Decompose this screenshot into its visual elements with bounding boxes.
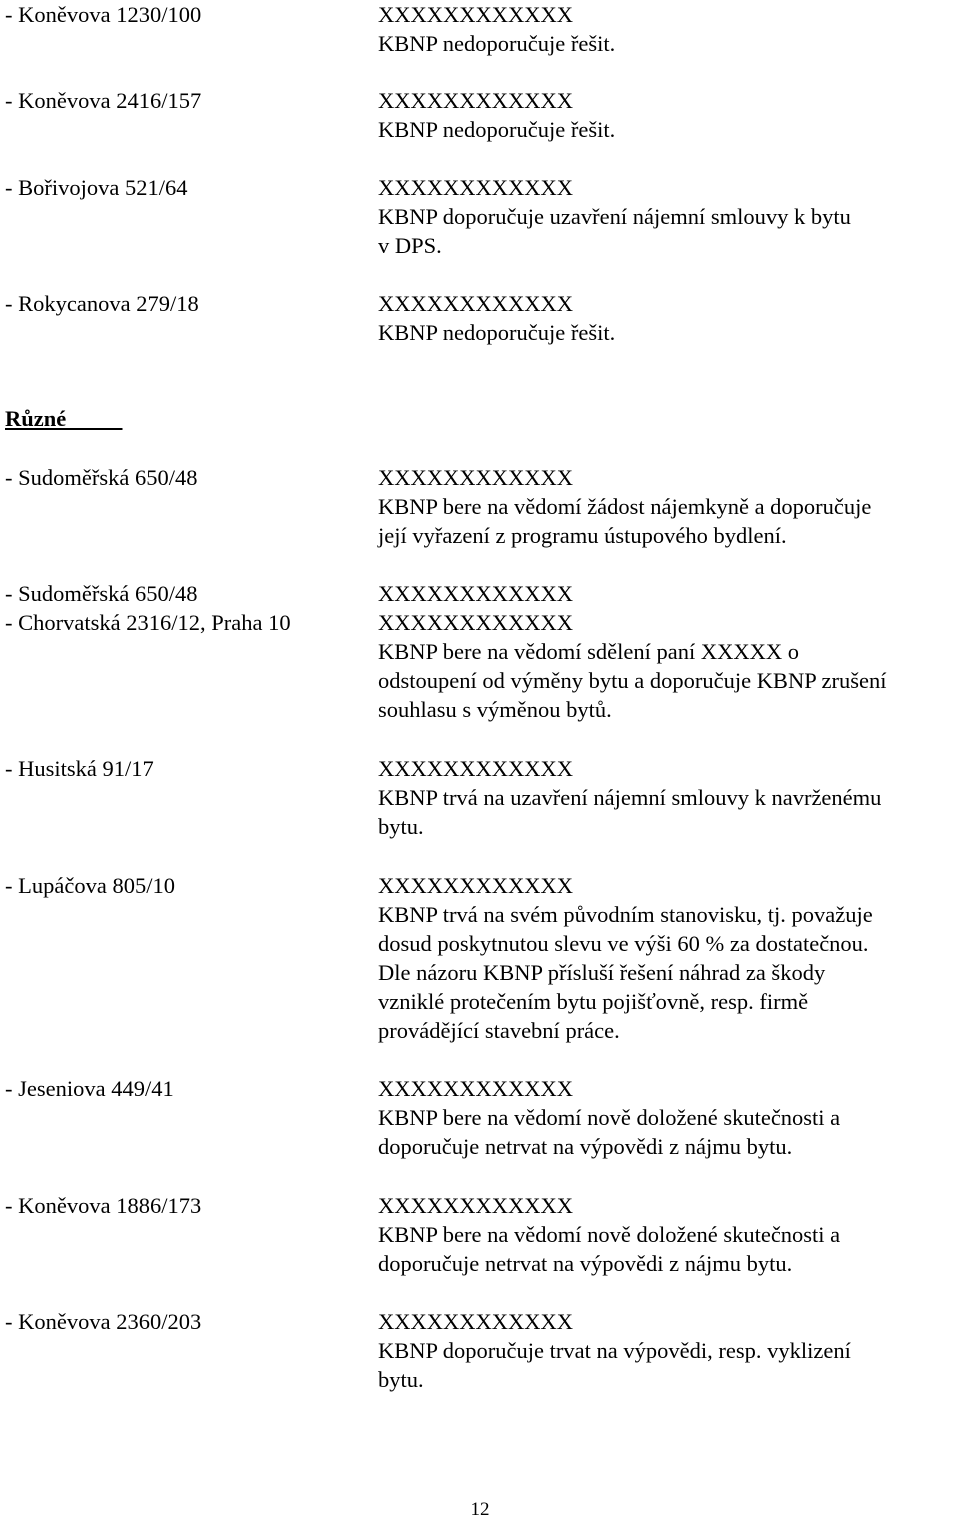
entry-line: KBNP bere na vědomí nově doložené skutečnosti a	[378, 1222, 841, 1247]
entry-line: XXXXXXXXXXXX	[378, 1309, 573, 1334]
entry-line: KBNP bere na vědomí sdělení paní XXXXX o	[378, 639, 799, 664]
entry-address: - Lupáčova 805/10	[5, 873, 175, 898]
entry-line: XXXXXXXXXXXX	[378, 175, 573, 200]
entry-line: bytu.	[378, 1367, 424, 1392]
section-heading-ruzne: Různé	[5, 406, 123, 431]
entry-line: XXXXXXXXXXXX	[378, 2, 573, 27]
entry-text	[378, 1307, 960, 1394]
entry-line: KBNP nedoporučuje řešit.	[378, 117, 616, 142]
entry-text	[378, 86, 960, 144]
entry-line: KBNP bere na vědomí žádost nájemkyně a doporučuje	[378, 494, 872, 519]
entry-line: její vyřazení z programu ústupového bydlení.	[378, 523, 787, 548]
entry-address: - Koněvova 2360/203	[5, 1309, 202, 1334]
entry-line: XXXXXXXXXXXX	[378, 465, 573, 490]
entry-address: - Koněvova 1230/100	[5, 2, 202, 27]
entry-text	[378, 754, 960, 841]
entry-line: XXXXXXXXXXXX	[378, 1193, 573, 1218]
entry-address: - Jeseniova 449/41	[5, 1076, 174, 1101]
entry-address: - Rokycanova 279/18	[5, 291, 199, 316]
entry-address: - Sudoměřská 650/48	[5, 465, 198, 490]
entry-line: KBNP doporučuje trvat na výpovědi, resp. vyklizení	[378, 1338, 851, 1363]
entry-line: bytu.	[378, 814, 424, 839]
entry-line: XXXXXXXXXXXX	[378, 1076, 573, 1101]
entry-line: KBNP trvá na uzavření nájemní smlouvy k navrženému	[378, 785, 882, 810]
entry-text	[378, 871, 960, 1045]
entry-line: KBNP trvá na svém původním stanovisku, tj. považuje	[378, 902, 873, 927]
entry-text	[378, 173, 960, 260]
entry-line: XXXXXXXXXXXX	[378, 756, 573, 781]
entry-line: KBNP doporučuje uzavření nájemní smlouvy k bytu	[378, 204, 851, 229]
entry-line: Dle názoru KBNP přísluší řešení náhrad za škody	[378, 960, 826, 985]
entry-line: KBNP bere na vědomí nově doložené skutečnosti a	[378, 1105, 841, 1130]
page-number: 12	[470, 1499, 490, 1520]
entry-line: XXXXXXXXXXXX	[378, 610, 573, 635]
entry-address: - Koněvova 1886/173	[5, 1193, 202, 1218]
entry-line: odstoupení od výměny bytu a doporučuje KBNP zrušení	[378, 668, 887, 693]
entry-text	[378, 1074, 960, 1161]
entry-line: doporučuje netrvat na výpovědi z nájmu bytu.	[378, 1251, 793, 1276]
entry-text	[378, 579, 960, 608]
entry-line: v DPS.	[378, 233, 442, 258]
entry-address: - Husitská 91/17	[5, 756, 154, 781]
entry-text	[378, 463, 960, 550]
entry-line: dosud poskytnutou slevu ve výši 60 % za dostatečnou.	[378, 931, 869, 956]
entry-line: provádějící stavební práce.	[378, 1018, 620, 1043]
entry-line: vzniklé protečením bytu pojišťovně, resp. firmě	[378, 989, 809, 1014]
entry-line: doporučuje netrvat na výpovědi z nájmu bytu.	[378, 1134, 793, 1159]
entry-address: - Koněvova 2416/157	[5, 88, 202, 113]
entry-line: KBNP nedoporučuje řešit.	[378, 31, 616, 56]
entry-address: - Sudoměřská 650/48	[5, 581, 198, 606]
entry-address: - Bořivojova 521/64	[5, 175, 188, 200]
entry-text	[378, 1191, 960, 1278]
entry-line: XXXXXXXXXXXX	[378, 873, 573, 898]
entry-address: - Chorvatská 2316/12, Praha 10	[5, 610, 291, 635]
entry-line: souhlasu s výměnou bytů.	[378, 697, 612, 722]
entry-text	[378, 608, 960, 724]
entry-line: XXXXXXXXXXXX	[378, 88, 573, 113]
entry-text	[378, 289, 960, 347]
entry-line: XXXXXXXXXXXX	[378, 581, 573, 606]
entry-line: KBNP nedoporučuje řešit.	[378, 320, 616, 345]
entry-text	[378, 0, 960, 58]
entry-line: XXXXXXXXXXXX	[378, 291, 573, 316]
